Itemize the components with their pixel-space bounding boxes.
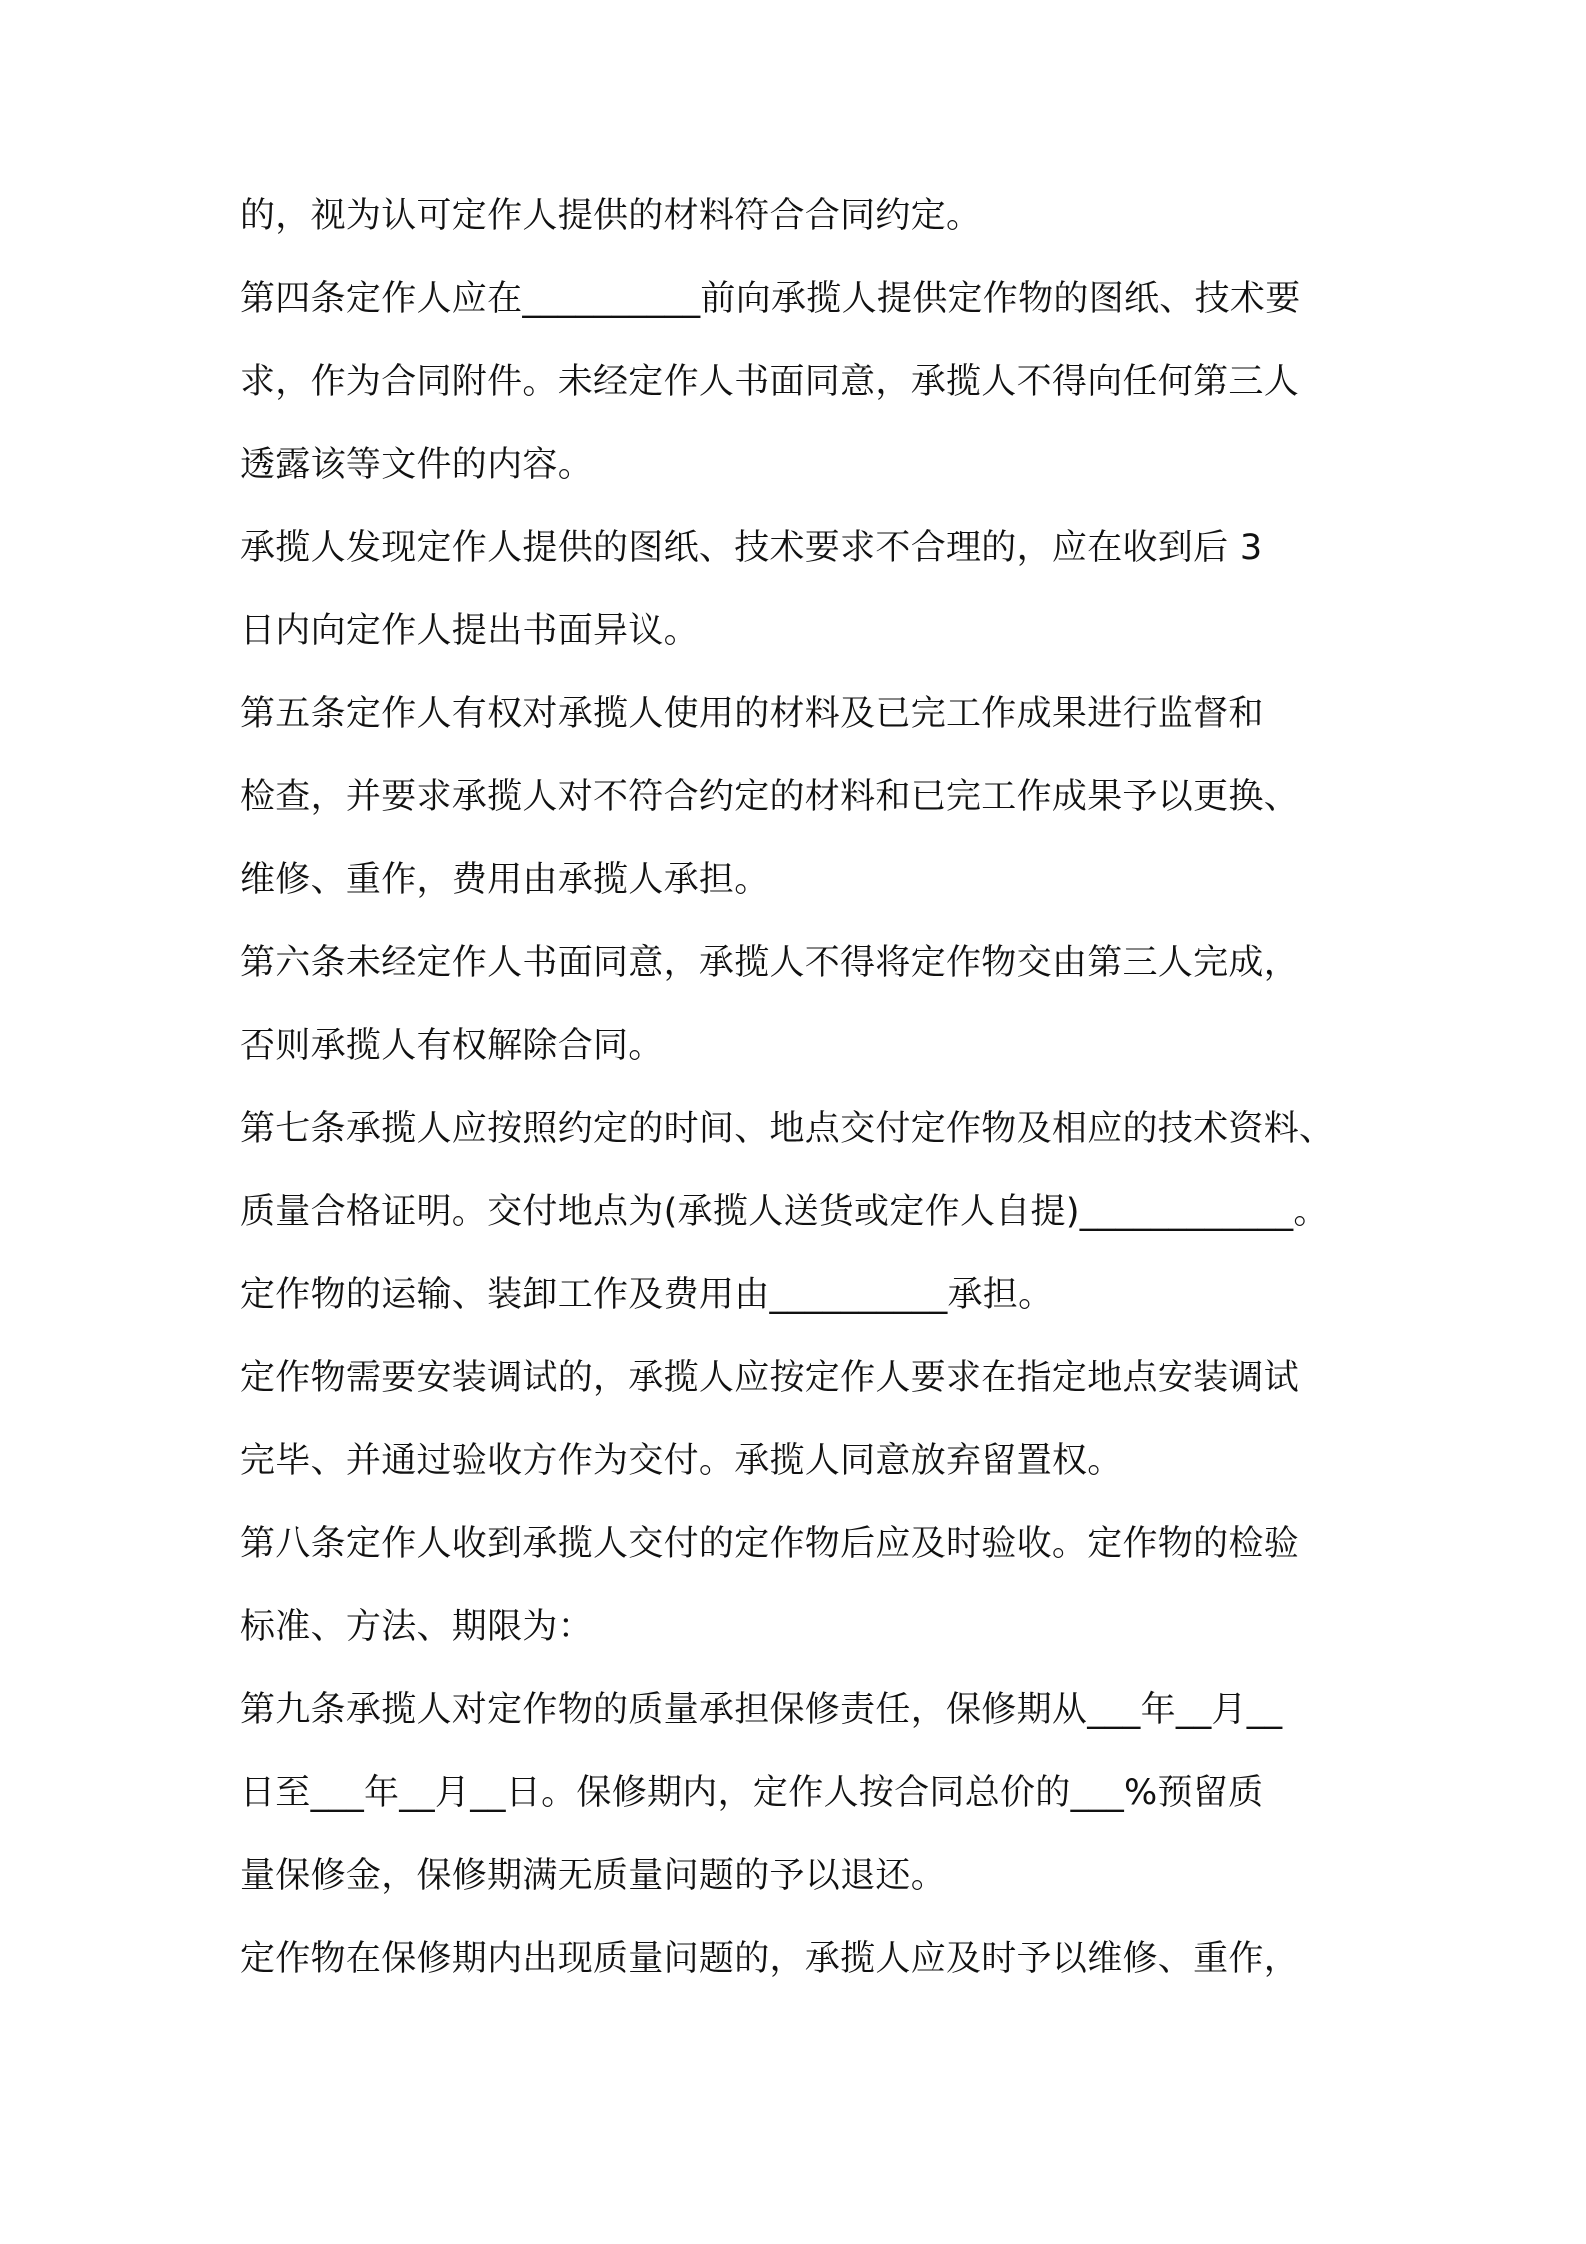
text-line: 第九条承揽人对定作物的质量承担保修责任，保修期从___年__月__ (240, 1690, 1283, 1730)
text-line: 定作物需要安装调试的，承揽人应按定作人要求在指定地点安装调试 (240, 1358, 1300, 1398)
text-line: 第六条未经定作人书面同意，承揽人不得将定作物交由第三人完成， (240, 943, 1300, 983)
text-line: 完毕、并通过验收方作为交付。承揽人同意放弃留置权。 (240, 1441, 1123, 1481)
text-line: 第四条定作人应在__________前向承揽人提供定作物的图纸、技术要 (240, 279, 1301, 319)
text-line: 第七条承揽人应按照约定的时间、地点交付定作物及相应的技术资料、 (240, 1109, 1335, 1149)
text-line: 检查，并要求承揽人对不符合约定的材料和已完工作成果予以更换、 (240, 777, 1300, 817)
document-body (240, 196, 1380, 2022)
text-line: 否则承揽人有权解除合同。 (240, 1026, 664, 1066)
text-line: 定作物在保修期内出现质量问题的，承揽人应及时予以维修、重作， (240, 1939, 1300, 1979)
text-line: 透露该等文件的内容。 (240, 445, 594, 485)
text-line: 定作物的运输、装卸工作及费用由__________承担。 (240, 1275, 1054, 1315)
text-line: 的，视为认可定作人提供的材料符合合同约定。 (240, 196, 982, 236)
text-line: 第八条定作人收到承揽人交付的定作物后应及时验收。定作物的检验 (240, 1524, 1300, 1564)
text-line: 维修、重作，费用由承揽人承担。 (240, 860, 770, 900)
text-line: 日内向定作人提出书面异议。 (240, 611, 699, 651)
text-line: 求，作为合同附件。未经定作人书面同意，承揽人不得向任何第三人 (240, 362, 1300, 402)
text-line: 标准、方法、期限为： (240, 1607, 594, 1647)
text-line: 日至___年__月__日。保修期内，定作人按合同总价的___%预留质 (240, 1773, 1264, 1813)
text-line: 承揽人发现定作人提供的图纸、技术要求不合理的，应在收到后 3 (240, 528, 1263, 568)
text-line: 量保修金，保修期满无质量问题的予以退还。 (240, 1856, 947, 1896)
text-line: 第五条定作人有权对承揽人使用的材料及已完工作成果进行监督和 (240, 694, 1264, 734)
text-line: 质量合格证明。交付地点为(承揽人送货或定作人自提)____________。 (240, 1192, 1329, 1232)
